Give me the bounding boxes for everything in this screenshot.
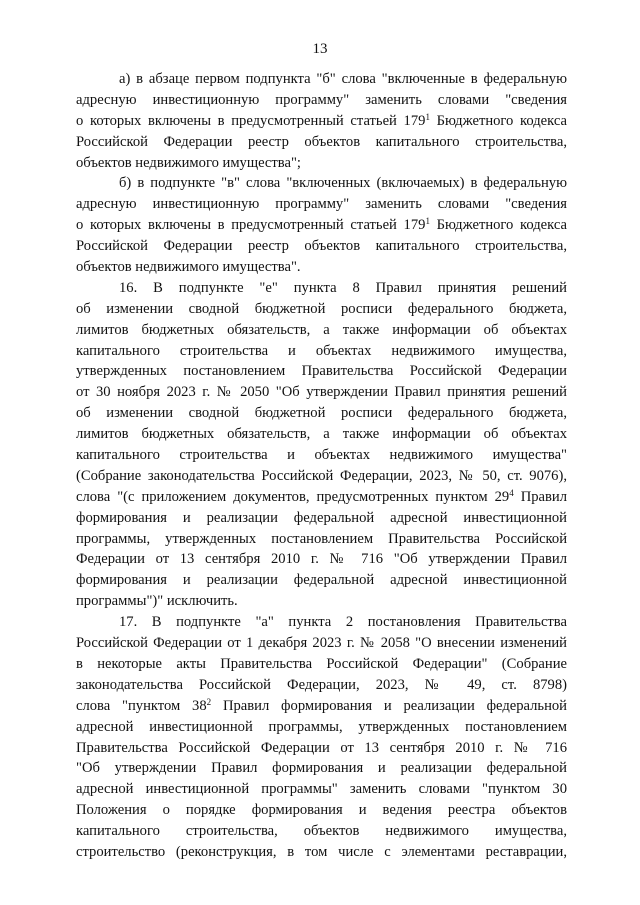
superscript: 1 (425, 216, 430, 227)
text-fragment: Правил формирования и реализации федеральной (211, 697, 567, 714)
text-line: 17. В подпункте "а" пункта 2 постановления Правительства (119, 614, 567, 631)
text-line: строительство (реконструкция, в том числе с элементами реставрации, (76, 843, 567, 860)
text-line: Российской Федерации от 1 декабря 2023 г. № 2058 "О внесении изменений (76, 635, 567, 652)
text-line: (Собрание законодательства Российской Федерации, 2023, № 50, ст. 9076), (76, 467, 567, 484)
text-line: объектов недвижимого имущества"; (76, 154, 301, 171)
text-line: лимитов бюджетных обязательств, а также информации об объектах (76, 426, 567, 443)
text-line: утвержденных постановлением Правительства Российской Федерации (76, 363, 567, 380)
text-line: об изменении сводной бюджетной росписи федерального бюджета, (76, 300, 567, 317)
text-line: лимитов бюджетных обязательств, а также информации об объектах (76, 321, 567, 338)
text-fragment: о которых включены в предусмотренный статьей 179 (76, 112, 426, 129)
text-fragment: Бюджетного кодекса (429, 217, 568, 234)
text-fragment: Бюджетного кодекса (429, 112, 568, 129)
text-fragment: слова "(с приложением документов, предусмотренных пунктом 29 (76, 488, 510, 505)
document-body (76, 69, 567, 863)
text-line: капитального строительства и объектах недвижимого имущества, (76, 342, 567, 359)
text-fragment: слова "пунктом 38 (76, 697, 207, 714)
text-line: в некоторые акты Правительства Российской Федерации" (Собрание (76, 655, 567, 672)
text-line: капитального строительства, объектов недвижимого имущества, (76, 823, 567, 840)
text-line (76, 111, 567, 132)
text-line: Российской Федерации реестр объектов капитального строительства, (76, 238, 567, 255)
superscript: 4 (509, 487, 514, 498)
text-line: капитального строительства и объектах недвижимого имущества" (76, 447, 567, 464)
text-line: б) в подпункте "в" слова "включенных (включаемых) в федеральную (119, 175, 567, 192)
text-line: Правительства Российской Федерации от 13 сентября 2010 г. № 716 (76, 739, 567, 756)
text-line: адресной инвестиционной программы, утвержденных постановлением (76, 718, 567, 735)
text-line: Положения о порядке формирования и ведения реестра объектов (76, 802, 567, 819)
text-line: программы, утвержденных постановлением Правительства Российской (76, 530, 567, 547)
paragraph-amendment-b (76, 173, 567, 277)
text-line: программы")" исключить. (76, 593, 238, 610)
text-line: "Об утверждении Правил формирования и реализации федеральной (76, 760, 567, 777)
paragraph-amendment-a (76, 69, 567, 173)
text-line: 16. В подпункте "е" пункта 8 Правил принятия решений (119, 279, 567, 296)
text-fragment: Правил (513, 488, 567, 505)
text-line (76, 215, 567, 236)
text-line: адресную инвестиционную программу" заменить словами "сведения (76, 196, 567, 213)
paragraph-item-17 (76, 612, 567, 863)
text-line (76, 487, 567, 508)
text-line (76, 696, 567, 717)
text-line: объектов недвижимого имущества". (76, 259, 301, 276)
text-line: адресную инвестиционную программу" заменить словами "сведения (76, 91, 567, 108)
text-fragment: о которых включены в предусмотренный статьей 179 (76, 217, 426, 234)
text-line: законодательства Российской Федерации, 2023, № 49, ст. 8798) (76, 676, 567, 693)
text-line: а) в абзаце первом подпункта "б" слова "включенные в федеральную (119, 71, 567, 87)
text-line: об изменении сводной бюджетной росписи федерального бюджета, (76, 405, 567, 422)
paragraph-item-16 (76, 278, 567, 612)
text-line: Федерации от 13 сентября 2010 г. № 716 "Об утверждении Правил (76, 551, 567, 568)
superscript: 1 (425, 111, 430, 122)
text-line: формирования и реализации федеральной адресной инвестиционной (76, 509, 567, 526)
superscript: 2 (206, 696, 212, 707)
text-line: адресной инвестиционной программы" заменить словами "пунктом 30 (76, 781, 567, 798)
page-number: 13 (312, 41, 328, 57)
text-line: формирования и реализации федеральной адресной инвестиционной (76, 572, 567, 589)
text-line: от 30 ноября 2023 г. № 2050 "Об утверждении Правил принятия решений (76, 384, 567, 401)
text-line: Российской Федерации реестр объектов капитального строительства, (76, 133, 567, 150)
